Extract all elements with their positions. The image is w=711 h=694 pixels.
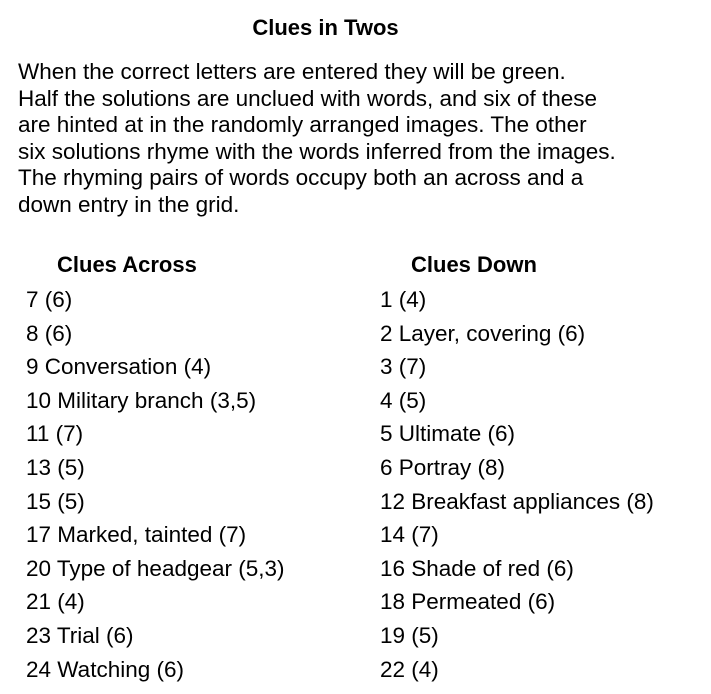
instructions-line: Half the solutions are unclued with words, and six of these [18,85,598,111]
clues-down-heading: Clues Down [411,252,537,277]
clue-across: 23 Trial (6) [26,622,134,648]
instructions-line: are hinted at in the randomly arranged images. The other [18,112,587,138]
clue-down: 1 (4) [380,287,427,312]
clue-down: 4 (5) [380,387,427,413]
clues-across-heading: Clues Across [57,252,197,277]
clue-down: 14 (7) [380,522,439,548]
instructions-line: The rhyming pairs of words occupy both an across and a [18,165,584,191]
clue-down: 3 (7) [380,354,427,380]
clue-down: 6 Portray (8) [380,454,506,480]
clues-across-list [26,283,285,686]
instructions-line: When the correct letters are entered they will be green. [18,59,566,84]
clue-across: 15 (5) [26,488,85,514]
clue-across: 24 Watching (6) [26,656,184,682]
clue-down: 2 Layer, covering (6) [380,320,586,346]
clue-down: 5 Ultimate (6) [380,421,516,447]
clue-across: 8 (6) [26,320,73,346]
clue-across: 10 Military branch (3,5) [26,387,257,413]
page-title: Clues in Twos [252,15,399,40]
clue-down: 18 Permeated (6) [380,589,556,615]
clue-across: 20 Type of headgear (5,3) [26,555,285,581]
instructions-line: six solutions rhyme with the words inferred from the images. [18,138,616,164]
clue-down: 16 Shade of red (6) [380,555,574,581]
clues-down-list [380,283,654,686]
clue-down: 22 (4) [380,656,439,682]
clue-across: 21 (4) [26,589,85,615]
clue-across: 7 (6) [26,287,73,312]
clue-across: 11 (7) [26,421,84,447]
clue-across: 9 Conversation (4) [26,354,212,380]
instructions-line: down entry in the grid. [18,191,240,217]
clue-across: 17 Marked, tainted (7) [26,522,247,548]
clue-down: 12 Breakfast appliances (8) [380,488,654,514]
clue-across: 13 (5) [26,454,85,480]
instructions-paragraph [18,59,708,219]
clue-down: 19 (5) [380,622,439,648]
